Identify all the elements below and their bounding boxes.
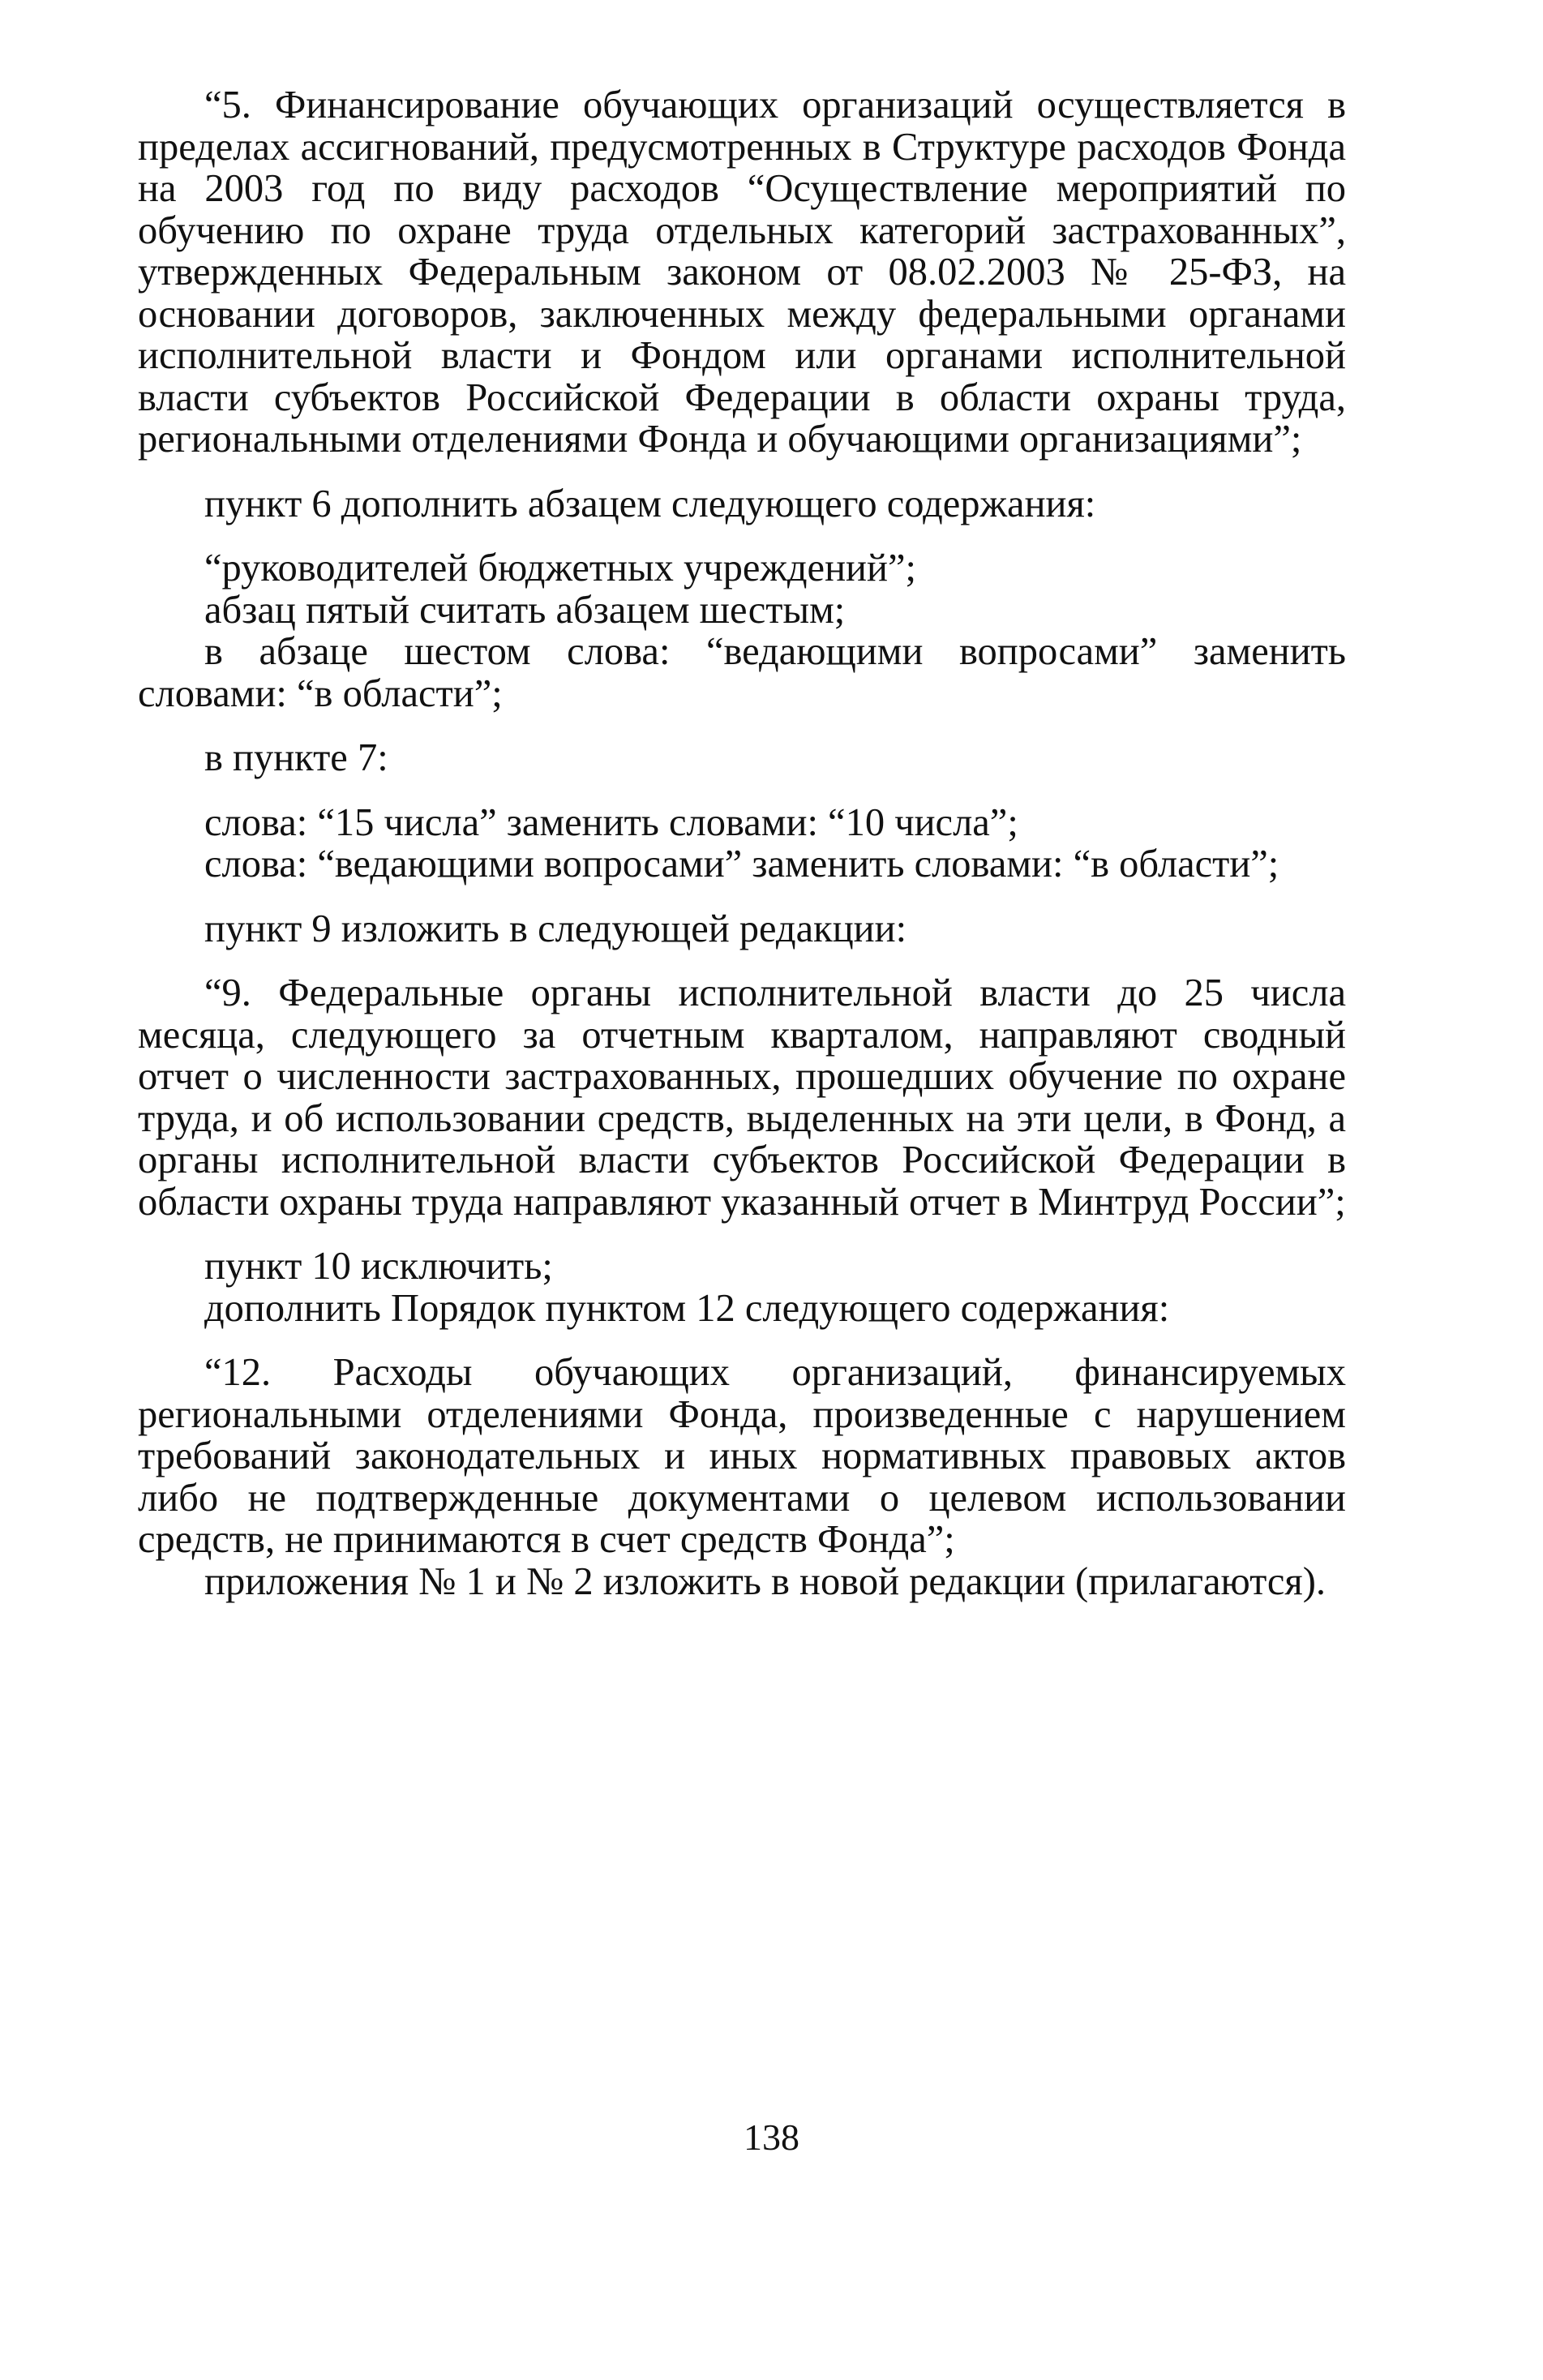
paragraph-clause-9: “9. Федеральные органы исполнительной власти до 25 числа месяца, следующего за отчетным кварталом, направляют сводный отчет о численности застрахованных, прошедших обучение по охране труда, и об использовании средств, выделенных на эти цели, в Фонд, а органы исполнительной власти субъектов Российской Федерации в области охраны труда направляют указанный отчет в Минтруд России”; <box>138 971 1346 1224</box>
document-body <box>138 84 1346 1602</box>
paragraph-item-7: в пункте 7: <box>204 736 388 779</box>
paragraph-appendices: приложения № 1 и № 2 изложить в новой редакции (прилагаются). <box>204 1559 1327 1603</box>
paragraph-item-10-exclude: пункт 10 исключить; <box>204 1245 553 1288</box>
paragraph-fifth-to-sixth: абзац пятый считать абзацем шестым; <box>204 588 846 632</box>
paragraph-budget-heads: “руководителей бюджетных учреждений”; <box>204 547 916 590</box>
paragraph-item-6-amend: пункт 6 дополнить абзацем следующего содержания: <box>204 482 1096 525</box>
paragraph-sixth-words-replace: в абзаце шестом слова: “ведающими вопросами” заменить словами: “в области”; <box>138 630 1346 715</box>
paragraph-words-15-to-10: слова: “15 числа” заменить словами: “10 числа”; <box>204 800 1018 844</box>
page-number: 138 <box>744 2116 799 2158</box>
paragraph-financing-clause-5: “5. Финансирование обучающих организаций осуществляется в пределах ассигнований, предусмотренных в Структуре расходов Фонда на 2003 год по виду расходов “Осуществление мероприятий по обучению по охране труда отдельных категорий застрахованных”, утвержденных Федеральным законом от 08.02.2003 № 25-ФЗ, на основании договоров, заключенных между федеральными органами исполнительной власти и Фондом или органами исполнительной власти субъектов Российской Федерации в области охраны труда, региональными отделениями Фонда и обучающими организациями”; <box>138 84 1346 461</box>
paragraph-words-replace-area: слова: “ведающими вопросами” заменить словами: “в области”; <box>204 843 1279 886</box>
paragraph-item-9-new-edition: пункт 9 изложить в следующей редакции: <box>204 907 907 950</box>
paragraph-clause-12: “12. Расходы обучающих организаций, финансируемых региональными отделениями Фонда, произведенные с нарушением требований законодательных и иных нормативных правовых актов либо не подтвержденные документами о целевом использовании средств, не принимаются в счет средств Фонда”; <box>138 1351 1346 1561</box>
paragraph-add-item-12: дополнить Порядок пунктом 12 следующего содержания: <box>204 1286 1170 1330</box>
